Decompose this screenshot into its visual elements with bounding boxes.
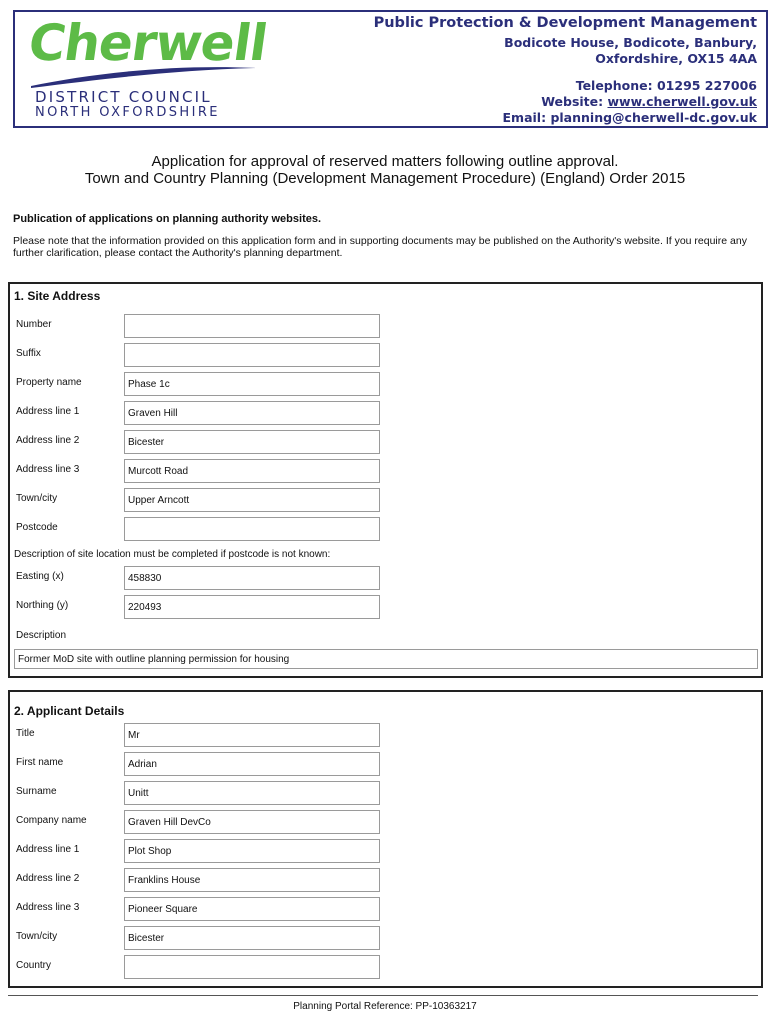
applicant-details-section [8, 690, 763, 988]
field-label: Surname [16, 786, 57, 797]
council-logo-wordmark: Cherwell [24, 14, 271, 72]
field-label: Suffix [16, 348, 41, 359]
field-label: Postcode [16, 522, 58, 533]
email-row [374, 110, 757, 126]
field-label: Country [16, 960, 52, 971]
site-address-section [8, 282, 763, 678]
company-name-field[interactable]: Graven Hill DevCo [124, 810, 380, 834]
field-label: Property name [16, 377, 82, 388]
publication-heading: Publication of applications on planning authority websites. [13, 213, 322, 225]
planning-portal-reference: Planning Portal Reference: PP-10363217 [293, 1001, 477, 1012]
field-label: Easting (x) [16, 571, 64, 582]
field-label: Title [16, 728, 35, 739]
surname-field[interactable]: Unitt [124, 781, 380, 805]
property-name-field[interactable]: Phase 1c [124, 372, 380, 396]
northing-field[interactable]: 220493 [124, 595, 380, 619]
logo-district-council: DISTRICT COUNCIL [35, 88, 212, 106]
document-title [0, 153, 770, 187]
field-label: Town/city [16, 493, 58, 504]
publication-note: Please note that the information provided on this application form and in supporting documents may be published on the Authority's website. If you require any further clarification, please contact the Authority's planning department. [13, 235, 747, 259]
logo-swoosh-icon [29, 60, 259, 90]
address-line-1: Bodicote House, Bodicote, Banbury, [504, 35, 757, 50]
website-link[interactable]: www.cherwell.gov.uk [607, 94, 757, 109]
description-field[interactable]: Former MoD site with outline planning permission for housing [14, 649, 758, 669]
contact-block [374, 15, 757, 126]
email-link[interactable]: planning@cherwell-dc.gov.uk [550, 110, 757, 125]
telephone: Telephone: 01295 227006 [575, 78, 757, 93]
field-label: Town/city [16, 931, 58, 942]
first-name-field[interactable]: Adrian [124, 752, 380, 776]
field-label: Address line 3 [16, 464, 80, 475]
address-line-3-field[interactable]: Murcott Road [124, 459, 380, 483]
number-field[interactable] [124, 314, 380, 338]
email-label: Email: [502, 110, 551, 125]
website-row [374, 94, 757, 110]
applicant-address-line-1-field[interactable]: Plot Shop [124, 839, 380, 863]
field-label: Company name [16, 815, 87, 826]
field-label: Address line 3 [16, 902, 80, 913]
field-label: Address line 1 [16, 844, 80, 855]
country-field[interactable] [124, 955, 380, 979]
address-line-2: Oxfordshire, OX15 4AA [595, 51, 757, 66]
department-title: Public Protection & Development Management [373, 15, 757, 31]
logo-north-oxfordshire: NORTH OXFORDSHIRE [35, 105, 220, 120]
field-label: Address line 2 [16, 873, 80, 884]
title-line-1: Application for approval of reserved matters following outline approval. [151, 153, 619, 170]
field-label: Address line 1 [16, 406, 80, 417]
address-line-1-field[interactable]: Graven Hill [124, 401, 380, 425]
footer-divider [8, 995, 758, 996]
applicant-address-line-3-field[interactable]: Pioneer Square [124, 897, 380, 921]
postcode-field[interactable] [124, 517, 380, 541]
section-title: 2. Applicant Details [14, 704, 125, 718]
field-label: Description [16, 630, 67, 641]
applicant-address-line-2-field[interactable]: Franklins House [124, 868, 380, 892]
field-label: Northing (y) [16, 600, 69, 611]
section-title: 1. Site Address [14, 289, 101, 303]
location-hint: Description of site location must be completed if postcode is not known: [14, 549, 331, 560]
suffix-field[interactable] [124, 343, 380, 367]
council-header [13, 10, 768, 128]
easting-field[interactable]: 458830 [124, 566, 380, 590]
field-label: Address line 2 [16, 435, 80, 446]
field-label: First name [16, 757, 64, 768]
address-line-2-field[interactable]: Bicester [124, 430, 380, 454]
field-label: Number [16, 319, 52, 330]
town-city-field[interactable]: Upper Arncott [124, 488, 380, 512]
applicant-town-city-field[interactable]: Bicester [124, 926, 380, 950]
title-line-2: Town and Country Planning (Development Management Procedure) (England) Order 2015 [84, 170, 686, 187]
website-label: Website: [541, 94, 608, 109]
title-field[interactable]: Mr [124, 723, 380, 747]
